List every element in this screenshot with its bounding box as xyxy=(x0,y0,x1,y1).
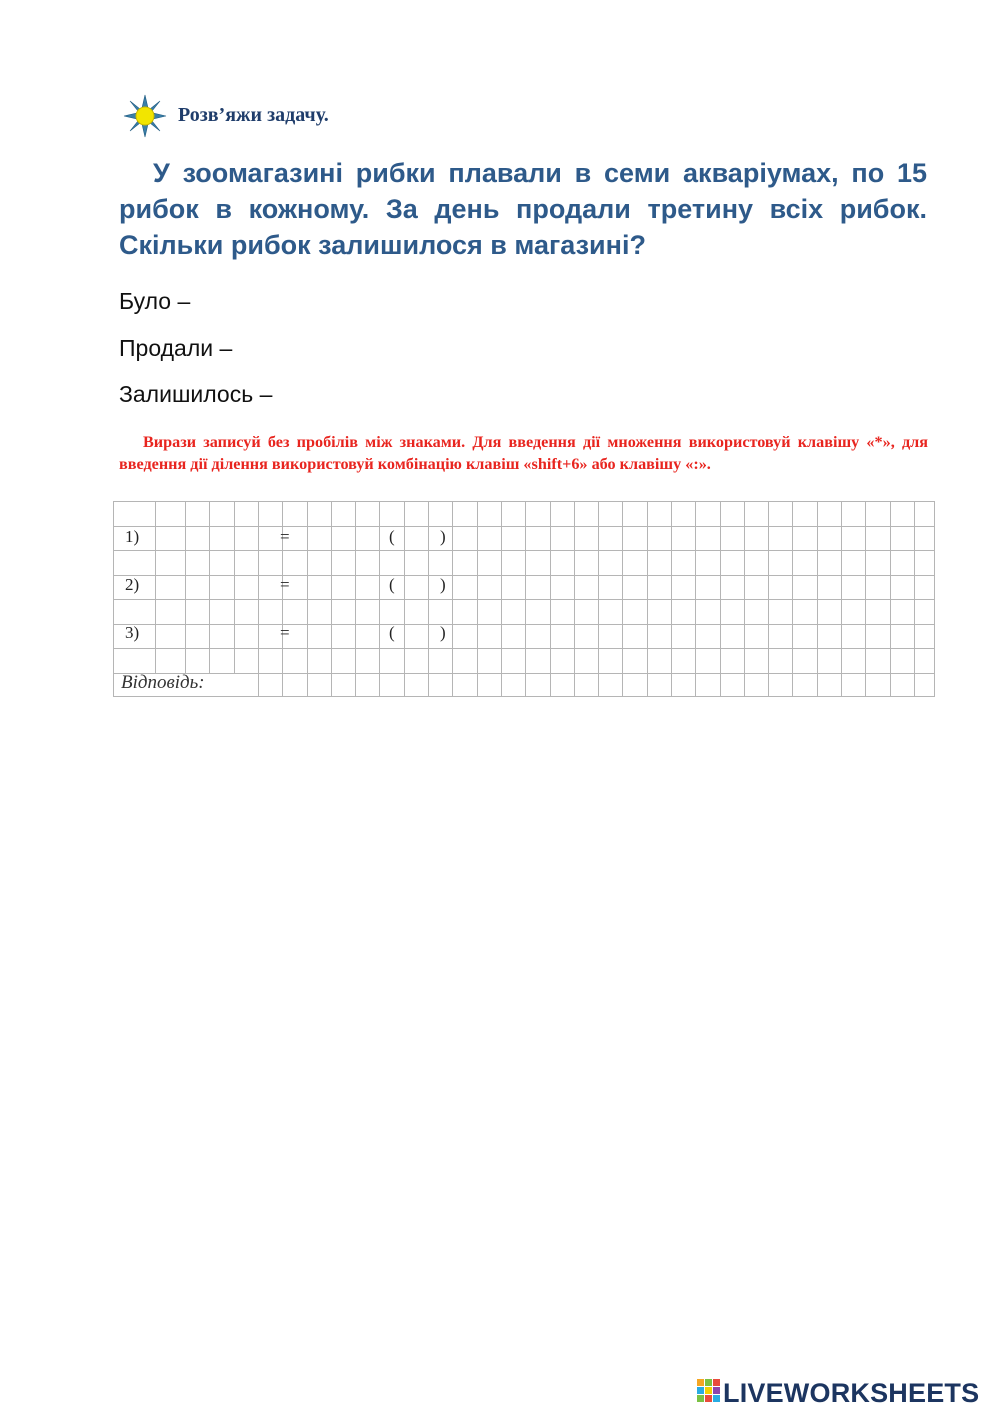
solution-grid xyxy=(113,501,935,697)
row-2-expression-field[interactable] xyxy=(155,573,271,597)
row-2-number: 2) xyxy=(125,575,140,594)
row-1-number: 1) xyxy=(125,527,140,546)
row-3-unit-field[interactable] xyxy=(400,621,438,645)
row-2-result-field[interactable] xyxy=(303,573,381,597)
row-3-number: 3) xyxy=(125,623,140,642)
sun-icon xyxy=(123,94,167,138)
row-2-unit-field[interactable] xyxy=(400,573,438,597)
row-2-equals: = xyxy=(280,575,290,594)
note-sold: Продали – xyxy=(119,335,233,361)
row-2-paren-close: ) xyxy=(440,575,446,594)
row-3-result-field[interactable] xyxy=(303,621,381,645)
answer-label: Відповідь: xyxy=(121,672,205,693)
row-3-equals: = xyxy=(280,623,290,642)
logo-text: LIVEWORKSHEETS xyxy=(723,1377,980,1408)
row-3-expression-field[interactable] xyxy=(155,621,271,645)
liveworksheets-logo xyxy=(697,1376,979,1410)
row-1-equals: = xyxy=(280,527,290,546)
task-text: У зоомагазині рибки плавали в семи акваріумах, по 15 рибок в кожному. За день продали третину всіх рибок. Скільки рибок залишилося в магазині? xyxy=(119,158,927,260)
row-1-paren-open: ( xyxy=(389,527,395,546)
row-1-paren-close: ) xyxy=(440,527,446,546)
liveworksheets-logo-icon xyxy=(697,1379,721,1407)
answer-field[interactable] xyxy=(243,671,929,695)
row-1-unit-field[interactable] xyxy=(400,525,438,549)
note-was: Було – xyxy=(119,288,191,314)
row-3-paren-close: ) xyxy=(440,623,446,642)
row-2-paren-open: ( xyxy=(389,575,395,594)
instruction-text: Вирази записуй без пробілів між знаками. Для введення дії множення використовуй клавішу «*», для введення дії ділення використовуй комбінацію клавіш «shift+6» або клавішу «:». xyxy=(119,433,928,473)
task-heading: Розв’яжи задачу. xyxy=(178,104,329,126)
row-1-result-field[interactable] xyxy=(303,525,381,549)
row-3-paren-open: ( xyxy=(389,623,395,642)
row-1-expression-field[interactable] xyxy=(155,525,271,549)
note-left: Залишилось – xyxy=(119,381,273,407)
